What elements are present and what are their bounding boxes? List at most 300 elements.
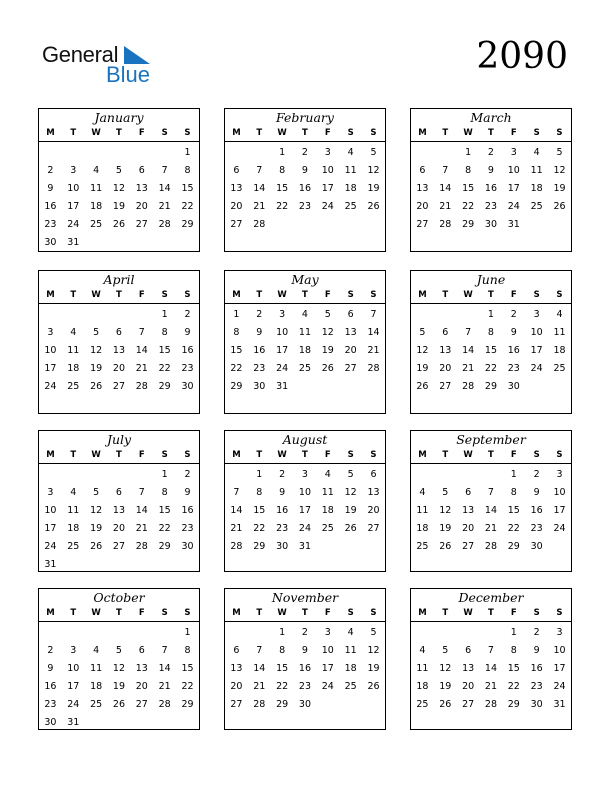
day-cell: 17 xyxy=(553,505,566,516)
day-cell: 12 xyxy=(553,165,566,176)
day-cell: 7 xyxy=(161,645,168,656)
day-cell: 20 xyxy=(230,201,243,212)
day-cell: 9 xyxy=(510,327,517,338)
day-cell: 15 xyxy=(158,505,171,516)
day-cell xyxy=(339,696,362,714)
day-cell: 2 xyxy=(279,469,286,480)
day-cell: 6 xyxy=(347,309,354,320)
week-row xyxy=(39,538,199,556)
day-cell: 24 xyxy=(298,523,311,534)
day-cell: 10 xyxy=(553,645,566,656)
day-cell: 9 xyxy=(256,327,263,338)
day-cell: 17 xyxy=(276,345,289,356)
weekday-header: W xyxy=(463,128,473,138)
day-cell: 28 xyxy=(158,219,171,230)
day-cell: 16 xyxy=(530,663,543,674)
day-cell: 31 xyxy=(67,237,80,248)
day-cell xyxy=(85,234,108,252)
weekday-header: W xyxy=(91,450,101,460)
day-cell: 18 xyxy=(416,523,429,534)
weekday-header: F xyxy=(510,290,517,300)
day-cell xyxy=(316,378,339,396)
day-cell: 5 xyxy=(347,469,354,480)
month-july xyxy=(38,430,200,572)
logo-word-blue: Blue xyxy=(106,62,151,87)
weekday-header: S xyxy=(347,128,354,138)
day-cell: 18 xyxy=(67,523,80,534)
day-cell: 27 xyxy=(344,363,357,374)
day-cell: 2 xyxy=(301,627,308,638)
week-row xyxy=(411,180,571,198)
day-cell: 27 xyxy=(230,219,243,230)
day-cell: 13 xyxy=(230,663,243,674)
day-cell: 1 xyxy=(279,627,286,638)
day-cell: 4 xyxy=(70,487,77,498)
day-cell: 4 xyxy=(70,327,77,338)
week-row xyxy=(39,162,199,180)
day-cell: 30 xyxy=(181,381,194,392)
day-cell xyxy=(316,696,339,714)
day-cell xyxy=(108,466,131,484)
day-cell: 3 xyxy=(533,309,540,320)
day-cell: 14 xyxy=(253,663,266,674)
day-cell: 19 xyxy=(367,663,380,674)
day-cell: 21 xyxy=(158,681,171,692)
day-cell: 12 xyxy=(90,345,103,356)
day-cell: 20 xyxy=(230,681,243,692)
day-cell: 1 xyxy=(184,627,191,638)
day-cell: 17 xyxy=(321,663,334,674)
day-cell: 24 xyxy=(321,681,334,692)
day-cell: 11 xyxy=(530,165,543,176)
day-cell: 8 xyxy=(487,327,494,338)
day-cell: 22 xyxy=(507,681,520,692)
weekday-header-row xyxy=(225,288,385,304)
day-cell xyxy=(411,466,434,484)
day-cell: 2 xyxy=(47,645,54,656)
weekday-header: W xyxy=(463,290,473,300)
day-cell: 11 xyxy=(553,327,566,338)
weekday-header: F xyxy=(510,128,517,138)
week-row xyxy=(225,484,385,502)
day-cell: 10 xyxy=(67,663,80,674)
day-cell: 28 xyxy=(158,699,171,710)
day-cell: 1 xyxy=(184,147,191,158)
day-cell: 30 xyxy=(530,541,543,552)
day-cell xyxy=(480,624,503,642)
day-cell: 4 xyxy=(419,645,426,656)
day-cell xyxy=(525,378,548,396)
day-cell: 8 xyxy=(279,165,286,176)
day-cell: 4 xyxy=(324,469,331,480)
day-cell: 11 xyxy=(90,183,103,194)
day-cell xyxy=(316,538,339,556)
weekday-header: M xyxy=(232,450,241,460)
day-cell: 27 xyxy=(135,219,148,230)
day-cell xyxy=(339,538,362,556)
day-cell xyxy=(176,714,199,732)
month-name: May xyxy=(291,272,319,287)
day-cell: 17 xyxy=(321,183,334,194)
week-row xyxy=(225,538,385,556)
day-cell: 9 xyxy=(184,487,191,498)
day-cell: 5 xyxy=(442,487,449,498)
month-june xyxy=(410,270,572,414)
day-cell: 12 xyxy=(416,345,429,356)
month-september xyxy=(410,430,572,572)
day-cell: 20 xyxy=(344,345,357,356)
day-cell: 15 xyxy=(276,663,289,674)
day-cell: 8 xyxy=(233,327,240,338)
day-cell: 19 xyxy=(344,505,357,516)
week-row xyxy=(411,678,571,696)
day-cell: 23 xyxy=(484,201,497,212)
day-cell: 30 xyxy=(484,219,497,230)
week-row xyxy=(225,520,385,538)
day-cell: 20 xyxy=(135,681,148,692)
weekday-header: W xyxy=(91,290,101,300)
day-cell: 20 xyxy=(416,201,429,212)
weekday-header: W xyxy=(277,128,287,138)
weekday-header: M xyxy=(418,290,427,300)
day-cell: 24 xyxy=(44,381,57,392)
weekday-header: M xyxy=(418,608,427,618)
day-cell: 22 xyxy=(253,523,266,534)
day-cell: 17 xyxy=(298,505,311,516)
day-cell: 18 xyxy=(344,183,357,194)
week-row xyxy=(225,144,385,162)
day-cell: 7 xyxy=(442,165,449,176)
weekday-header: F xyxy=(324,128,331,138)
weekday-header: S xyxy=(347,290,354,300)
weekday-header: S xyxy=(184,608,191,618)
day-cell xyxy=(108,144,131,162)
day-cell: 8 xyxy=(256,487,263,498)
day-cell: 25 xyxy=(67,381,80,392)
day-cell xyxy=(548,538,571,556)
day-cell: 25 xyxy=(298,363,311,374)
day-cell xyxy=(130,306,153,324)
day-cell: 13 xyxy=(416,183,429,194)
day-cell xyxy=(362,538,385,556)
day-cell: 1 xyxy=(161,469,168,480)
weekday-header: M xyxy=(232,128,241,138)
day-cell: 9 xyxy=(301,645,308,656)
day-cell: 11 xyxy=(90,663,103,674)
day-cell: 3 xyxy=(70,645,77,656)
weekday-header-row xyxy=(39,288,199,304)
day-cell: 19 xyxy=(90,523,103,534)
day-cell: 6 xyxy=(138,165,145,176)
week-row xyxy=(39,678,199,696)
day-cell: 15 xyxy=(276,183,289,194)
day-cell: 13 xyxy=(462,663,475,674)
week-row xyxy=(411,162,571,180)
weekday-header: T xyxy=(488,450,494,460)
day-cell xyxy=(271,216,294,234)
weekday-header: F xyxy=(324,608,331,618)
day-cell: 31 xyxy=(507,219,520,230)
weekday-header: T xyxy=(442,450,449,460)
day-cell: 15 xyxy=(462,183,475,194)
day-cell: 21 xyxy=(135,363,148,374)
weekday-header: T xyxy=(256,290,263,300)
day-cell: 20 xyxy=(135,201,148,212)
month-november xyxy=(224,588,386,730)
day-cell: 26 xyxy=(90,541,103,552)
month-name: September xyxy=(456,432,526,447)
week-row xyxy=(411,342,571,360)
day-cell: 8 xyxy=(510,645,517,656)
day-cell xyxy=(225,144,248,162)
day-cell: 19 xyxy=(90,363,103,374)
day-cell: 5 xyxy=(370,147,377,158)
day-cell: 28 xyxy=(439,219,452,230)
day-cell: 6 xyxy=(115,327,122,338)
day-cell: 24 xyxy=(67,699,80,710)
day-cell: 10 xyxy=(321,165,334,176)
day-cell xyxy=(176,556,199,574)
day-cell: 13 xyxy=(462,505,475,516)
day-cell xyxy=(225,466,248,484)
day-cell: 25 xyxy=(344,681,357,692)
day-cell: 31 xyxy=(67,717,80,728)
day-cell: 17 xyxy=(67,201,80,212)
month-name: June xyxy=(476,272,506,287)
day-cell: 28 xyxy=(367,363,380,374)
day-cell: 8 xyxy=(184,165,191,176)
day-cell: 25 xyxy=(90,219,103,230)
day-cell: 15 xyxy=(230,345,243,356)
day-cell: 15 xyxy=(507,663,520,674)
day-cell: 9 xyxy=(47,663,54,674)
day-cell xyxy=(457,466,480,484)
month-february xyxy=(224,108,386,252)
weekday-header: S xyxy=(161,128,168,138)
day-cell xyxy=(108,556,131,574)
week-row xyxy=(39,216,199,234)
day-cell: 11 xyxy=(67,345,80,356)
day-cell: 10 xyxy=(530,327,543,338)
weekday-header: T xyxy=(256,450,263,460)
day-cell: 27 xyxy=(112,381,125,392)
day-cell xyxy=(434,144,457,162)
day-cell: 26 xyxy=(90,381,103,392)
week-row xyxy=(225,378,385,396)
day-cell: 10 xyxy=(298,487,311,498)
day-cell xyxy=(39,144,62,162)
day-cell: 13 xyxy=(112,505,125,516)
day-cell: 27 xyxy=(416,219,429,230)
weekday-header: F xyxy=(138,128,145,138)
day-cell: 29 xyxy=(181,699,194,710)
day-cell: 11 xyxy=(298,327,311,338)
day-cell: 2 xyxy=(184,309,191,320)
week-row xyxy=(225,306,385,324)
day-cell: 24 xyxy=(530,363,543,374)
weekday-header: F xyxy=(324,450,331,460)
day-cell xyxy=(248,624,271,642)
week-row xyxy=(225,162,385,180)
weekday-header-row xyxy=(411,606,571,622)
week-row xyxy=(411,198,571,216)
week-row xyxy=(225,198,385,216)
day-cell: 13 xyxy=(367,487,380,498)
day-cell xyxy=(62,144,85,162)
week-row xyxy=(39,484,199,502)
weekday-header: S xyxy=(556,128,563,138)
day-cell: 30 xyxy=(44,237,57,248)
week-row xyxy=(225,660,385,678)
weekday-header: S xyxy=(556,290,563,300)
weekday-header: S xyxy=(184,128,191,138)
day-cell: 21 xyxy=(230,523,243,534)
week-row xyxy=(39,360,199,378)
day-cell: 31 xyxy=(553,699,566,710)
day-cell: 28 xyxy=(135,541,148,552)
day-cell: 26 xyxy=(367,681,380,692)
week-row xyxy=(225,342,385,360)
weekday-header: S xyxy=(556,450,563,460)
day-cell: 2 xyxy=(533,469,540,480)
day-cell: 14 xyxy=(462,345,475,356)
day-cell: 19 xyxy=(321,345,334,356)
weekday-header: T xyxy=(302,608,308,618)
month-name: February xyxy=(276,110,334,125)
day-cell xyxy=(457,306,480,324)
day-cell xyxy=(130,714,153,732)
day-cell xyxy=(153,624,176,642)
day-cell: 8 xyxy=(184,645,191,656)
month-name: April xyxy=(103,272,135,287)
day-cell: 5 xyxy=(370,627,377,638)
week-row xyxy=(411,144,571,162)
weekday-header: M xyxy=(46,128,55,138)
week-row xyxy=(411,502,571,520)
week-row xyxy=(411,484,571,502)
week-row xyxy=(411,466,571,484)
day-cell: 7 xyxy=(138,327,145,338)
weekday-header: S xyxy=(347,608,354,618)
day-cell: 20 xyxy=(462,681,475,692)
day-cell: 10 xyxy=(276,327,289,338)
weekday-header: S xyxy=(370,128,377,138)
day-cell: 16 xyxy=(484,183,497,194)
weekday-header-row xyxy=(225,606,385,622)
day-cell: 2 xyxy=(487,147,494,158)
day-cell xyxy=(108,624,131,642)
day-cell: 17 xyxy=(553,663,566,674)
day-cell xyxy=(130,144,153,162)
day-cell: 29 xyxy=(158,541,171,552)
weekday-header: S xyxy=(370,290,377,300)
day-cell: 6 xyxy=(233,165,240,176)
day-cell: 23 xyxy=(253,363,266,374)
day-cell: 3 xyxy=(556,627,563,638)
day-cell: 5 xyxy=(115,645,122,656)
day-cell: 18 xyxy=(90,201,103,212)
day-cell: 1 xyxy=(161,309,168,320)
day-cell: 30 xyxy=(181,541,194,552)
weekday-header: W xyxy=(277,450,287,460)
weekday-header-row xyxy=(39,448,199,464)
day-cell: 20 xyxy=(112,363,125,374)
month-name: March xyxy=(470,110,512,125)
day-cell: 4 xyxy=(301,309,308,320)
day-cell: 15 xyxy=(484,345,497,356)
day-cell: 9 xyxy=(279,487,286,498)
week-row xyxy=(411,624,571,642)
day-cell xyxy=(525,216,548,234)
day-cell: 20 xyxy=(462,523,475,534)
day-cell: 14 xyxy=(484,505,497,516)
day-cell: 24 xyxy=(321,201,334,212)
day-cell xyxy=(85,466,108,484)
day-cell: 4 xyxy=(419,487,426,498)
day-cell: 27 xyxy=(135,699,148,710)
day-cell: 27 xyxy=(462,541,475,552)
day-cell: 26 xyxy=(439,541,452,552)
day-cell: 1 xyxy=(279,147,286,158)
day-cell: 8 xyxy=(510,487,517,498)
weekday-header: T xyxy=(488,608,494,618)
day-cell: 4 xyxy=(533,147,540,158)
day-cell: 16 xyxy=(507,345,520,356)
week-row xyxy=(39,198,199,216)
day-cell: 21 xyxy=(135,523,148,534)
month-name: August xyxy=(282,432,328,447)
weekday-header-row xyxy=(39,126,199,142)
day-cell xyxy=(434,306,457,324)
day-cell: 23 xyxy=(298,681,311,692)
weekday-header: S xyxy=(370,608,377,618)
week-row xyxy=(39,342,199,360)
day-cell: 22 xyxy=(507,523,520,534)
day-cell: 25 xyxy=(90,699,103,710)
day-cell: 22 xyxy=(276,201,289,212)
weekday-header: S xyxy=(161,290,168,300)
day-cell: 18 xyxy=(298,345,311,356)
month-april xyxy=(38,270,200,414)
weekday-header: F xyxy=(510,608,517,618)
day-cell: 29 xyxy=(462,219,475,230)
day-cell: 23 xyxy=(530,681,543,692)
day-cell: 7 xyxy=(256,645,263,656)
day-cell: 9 xyxy=(184,327,191,338)
day-cell: 16 xyxy=(530,505,543,516)
week-row xyxy=(39,180,199,198)
day-cell: 3 xyxy=(301,469,308,480)
weekday-header: M xyxy=(418,450,427,460)
day-cell xyxy=(108,306,131,324)
day-cell xyxy=(85,714,108,732)
weekday-header: W xyxy=(277,290,287,300)
year-title: 2090 xyxy=(476,36,568,77)
weekday-header-row xyxy=(39,606,199,622)
day-cell: 14 xyxy=(158,663,171,674)
month-march xyxy=(410,108,572,252)
day-cell: 28 xyxy=(253,699,266,710)
day-cell xyxy=(85,306,108,324)
day-cell xyxy=(411,144,434,162)
day-cell: 19 xyxy=(367,183,380,194)
day-cell: 17 xyxy=(507,183,520,194)
weekday-header: T xyxy=(70,450,77,460)
day-cell: 22 xyxy=(158,363,171,374)
day-cell: 6 xyxy=(442,327,449,338)
day-cell: 21 xyxy=(484,681,497,692)
day-cell xyxy=(153,714,176,732)
